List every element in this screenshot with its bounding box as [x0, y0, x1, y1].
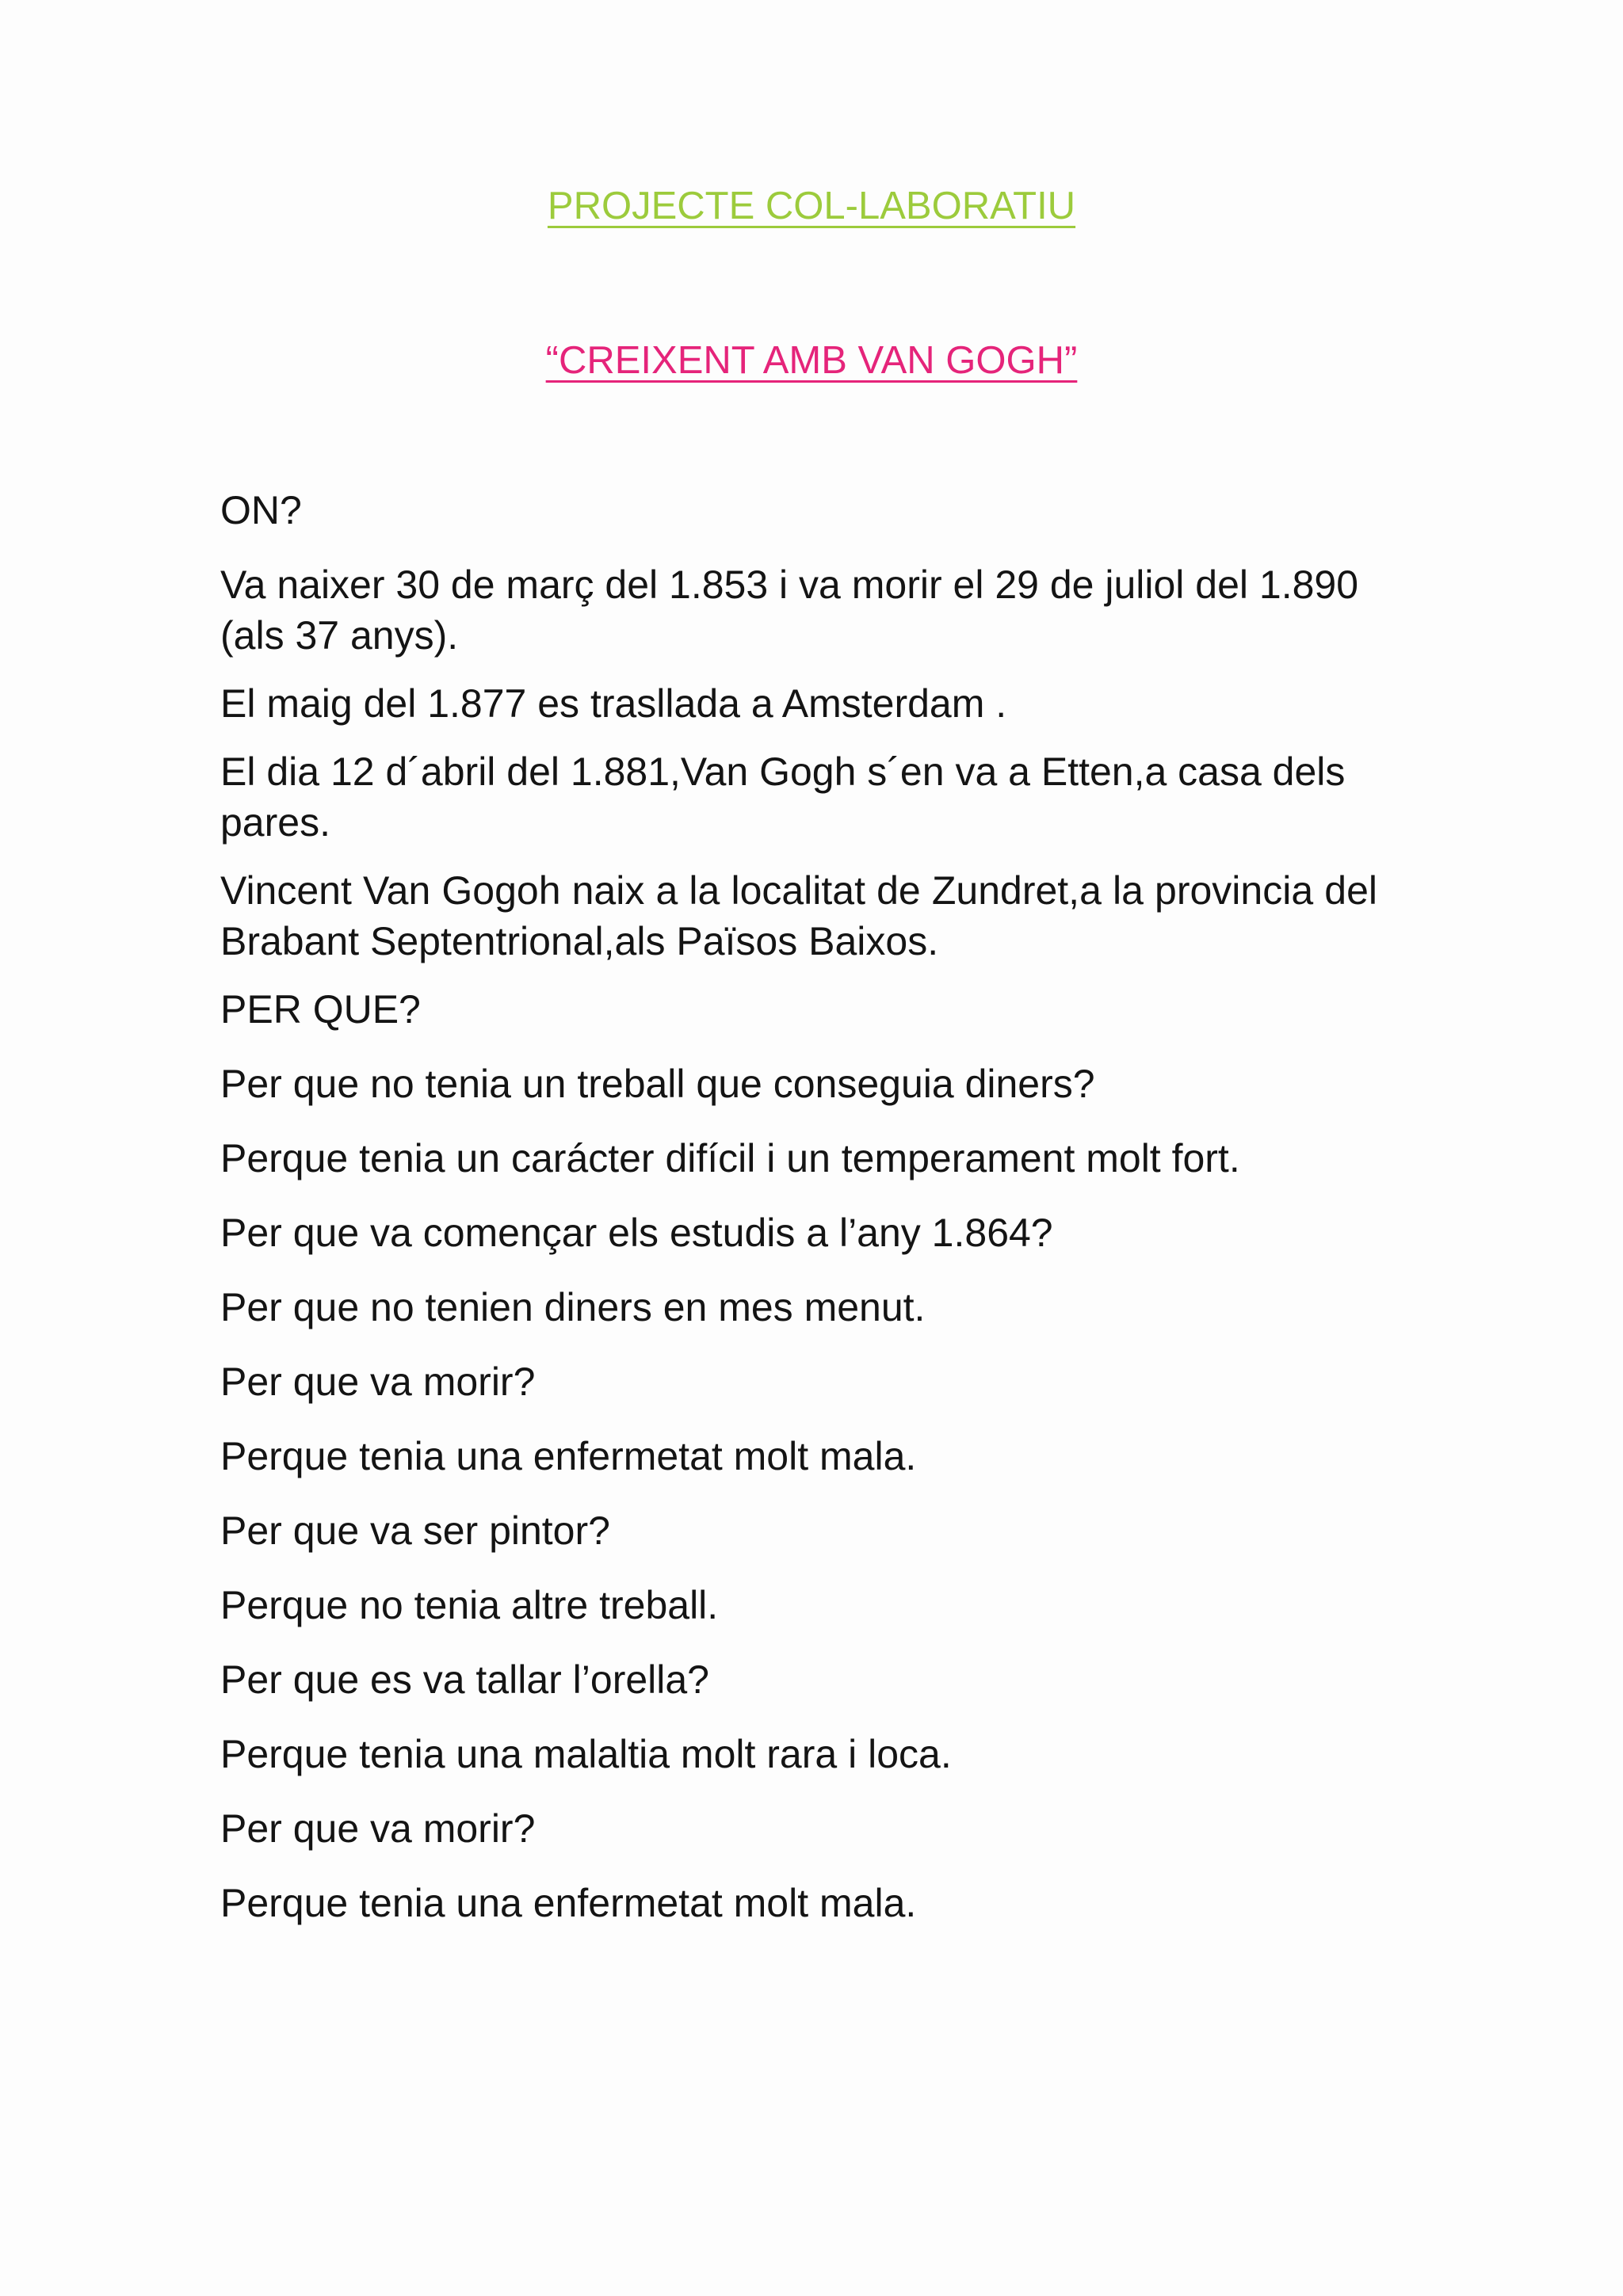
answer-line: Perque tenia una enfermetat molt mala.: [220, 1434, 917, 1478]
answer-line: Perque tenia un carácter difícil i un temperament molt fort.: [220, 1136, 1240, 1180]
section-heading-per-que: PER QUE?: [220, 987, 421, 1032]
document-title: PROJECTE COL-LABORATIU: [547, 185, 1076, 227]
paragraph-zundret: Vincent Van Gogoh naix a la localitat de Zundret,a la provincia del Brabant Septentrional,als Països Baixos.: [220, 868, 1377, 963]
paragraph-birth-death: Va naixer 30 de març del 1.853 i va morir el 29 de juliol del 1.890 (als 37 anys).: [220, 563, 1359, 658]
question-line: Per que va morir?: [220, 1360, 536, 1404]
document-subtitle: “CREIXENT AMB VAN GOGH”: [545, 339, 1078, 382]
answer-line: Perque tenia una enfermetat molt mala.: [220, 1881, 917, 1925]
paragraph-etten: El dia 12 d´abril del 1.881,Van Gogh s´en va a Etten,a casa dels pares.: [220, 749, 1346, 845]
question-line: Per que no tenia un treball que conseguia diners?: [220, 1062, 1095, 1106]
document-body: [220, 485, 1377, 1928]
question-line: Per que va morir?: [220, 1806, 536, 1851]
answer-line: Per que no tenien diners en mes menut.: [220, 1285, 926, 1329]
question-line: Per que es va tallar l’orella?: [220, 1657, 709, 1702]
section-heading-on: ON?: [220, 488, 302, 532]
question-line: Per que va començar els estudis a l’any 1.864?: [220, 1211, 1053, 1255]
answer-line: Perque no tenia altre treball.: [220, 1583, 719, 1627]
paragraph-amsterdam: El maig del 1.877 es traslladа a Amsterdam .: [220, 681, 1007, 726]
question-line: Per que va ser pintor?: [220, 1508, 610, 1553]
answer-line: Perque tenia una malaltia molt rara i loca.: [220, 1732, 952, 1776]
